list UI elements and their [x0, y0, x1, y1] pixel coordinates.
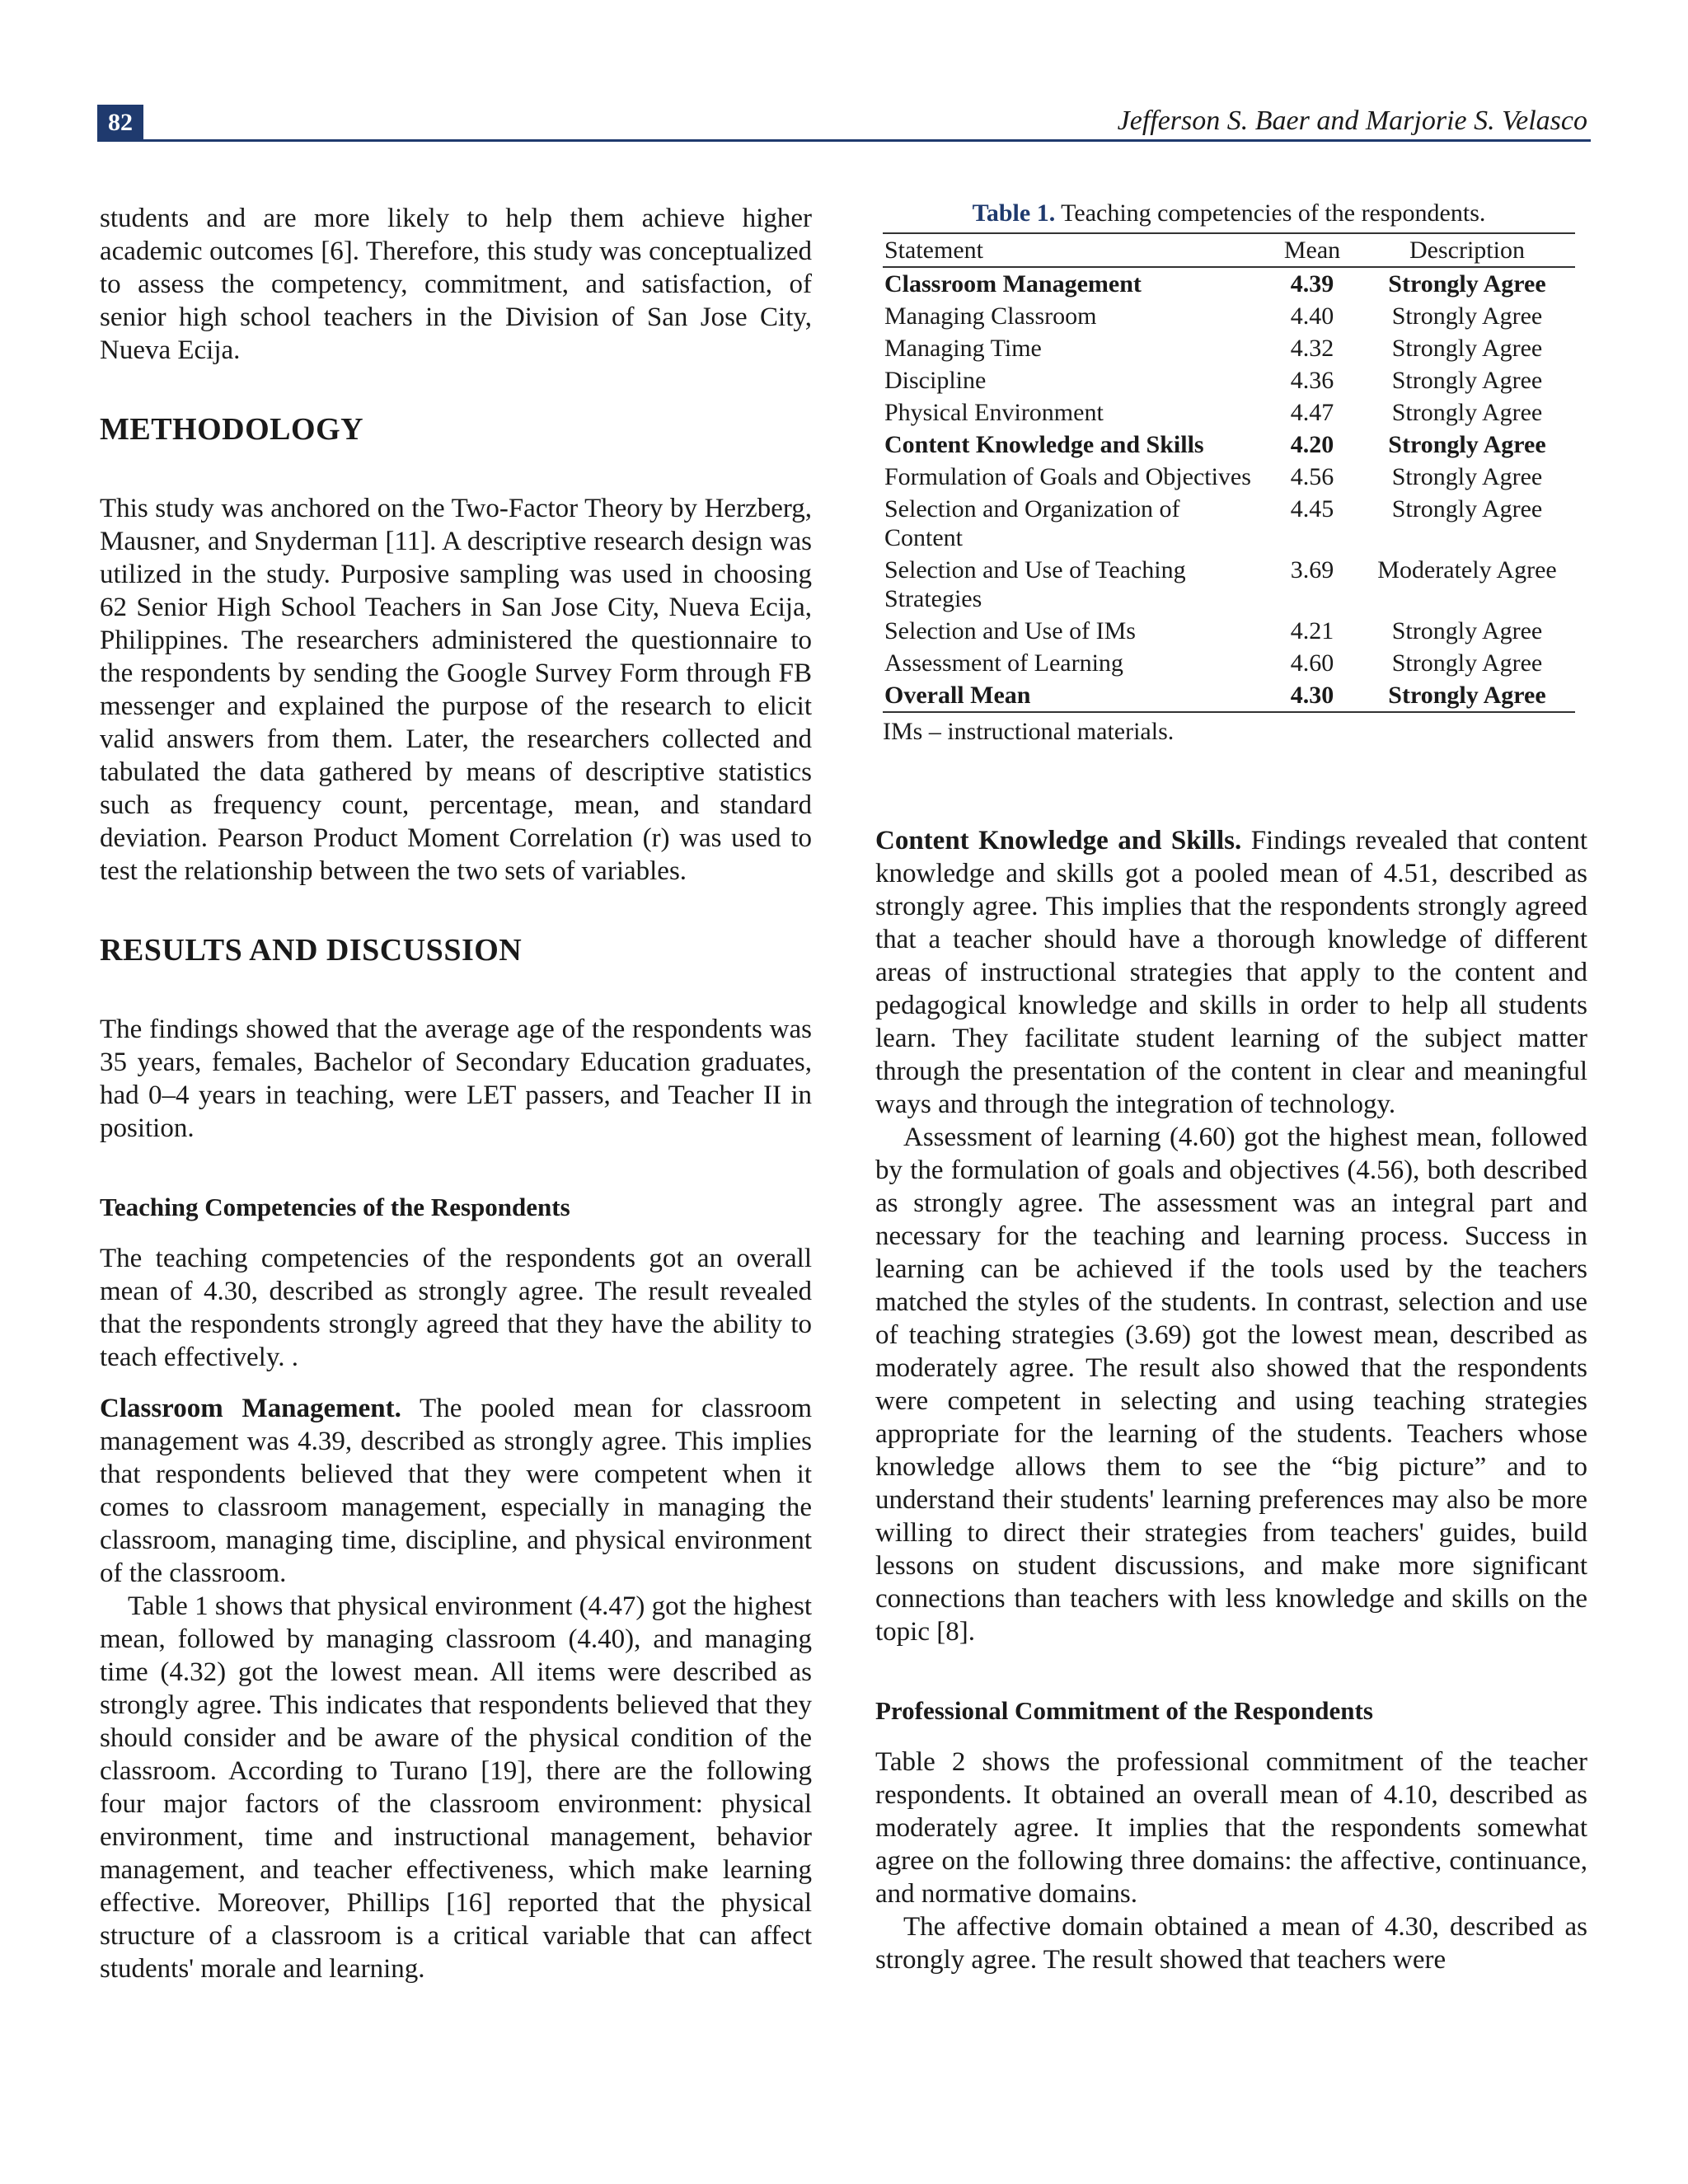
table-header-row	[883, 233, 1575, 267]
table-row	[883, 461, 1575, 493]
cell-mean: 4.30	[1290, 682, 1334, 709]
cell-description: Strongly Agree	[1391, 463, 1543, 490]
cell-description: Strongly Agree	[1391, 495, 1543, 523]
table-row	[883, 647, 1575, 679]
table-row	[883, 679, 1575, 712]
cell-mean: 4.36	[1290, 367, 1334, 394]
running-head-authors: Jefferson S. Baer and Marjorie S. Velasco	[1117, 105, 1587, 136]
classroom-management-paragraph	[100, 1392, 812, 1590]
page-number: 82	[97, 105, 143, 140]
table-1-grid	[883, 232, 1575, 713]
content-knowledge-text: Findings revealed that content knowledge and skills got a pooled mean of 4.51, described as strongly agree. This implies that the respondents strongly agreed that a teacher should have a thorough knowledge of different areas of instructional strategies that apply to the content and pedagogical knowledge and skills in order to help all students learn. They facilitate student learning of the subject matter through the presentation of the content in clear and meaningful ways and through the integration of technology.	[875, 826, 1587, 1119]
cell-statement: Discipline	[884, 367, 987, 394]
table-row	[883, 267, 1575, 300]
cell-statement: Physical Environment	[884, 399, 1104, 426]
cell-description: Strongly Agree	[1388, 270, 1546, 298]
cell-description: Strongly Agree	[1391, 617, 1543, 644]
cell-mean: 4.56	[1290, 463, 1334, 490]
cell-description: Strongly Agree	[1391, 302, 1543, 330]
cell-description: Strongly Agree	[1391, 335, 1543, 362]
cell-statement: Managing Classroom	[884, 302, 1097, 330]
table-row	[883, 300, 1575, 332]
table-row	[883, 364, 1575, 396]
table-1-note: IMs – instructional materials.	[883, 718, 1175, 745]
cell-mean: 4.60	[1290, 649, 1334, 677]
col-header-statement: Statement	[884, 237, 983, 264]
classroom-management-runin: Classroom Management.	[100, 1394, 401, 1423]
cell-statement: Selection and Organization of Content	[884, 495, 1180, 551]
content-knowledge-paragraph	[875, 824, 1587, 1121]
header-rule	[97, 139, 1591, 142]
affective-paragraph: The affective domain obtained a mean of 4.30, described as strongly agree. The result showed that teachers were	[875, 1912, 1587, 1975]
cell-statement: Selection and Use of IMs	[884, 617, 1136, 644]
cell-description: Strongly Agree	[1391, 367, 1543, 394]
table-row	[883, 493, 1575, 554]
cell-statement: Selection and Use of Teaching Strategies	[884, 556, 1186, 612]
cell-statement: Managing Time	[884, 335, 1042, 362]
cell-mean: 3.69	[1290, 556, 1334, 583]
cell-mean: 4.20	[1290, 431, 1334, 458]
col-header-mean: Mean	[1283, 237, 1341, 264]
table-row	[883, 429, 1575, 461]
cell-mean: 4.39	[1290, 270, 1334, 298]
table-row	[883, 615, 1575, 647]
cell-mean: 4.32	[1290, 335, 1334, 362]
cell-mean: 4.45	[1290, 495, 1334, 523]
table-1	[883, 199, 1575, 746]
table-row	[883, 332, 1575, 364]
cell-statement: Content Knowledge and Skills	[884, 431, 1204, 458]
assessment-paragraph: Assessment of learning (4.60) got the highest mean, followed by the formulation of goals and objectives (4.56), both described as strongly agree. The assessment was an integral part and necessary for the teaching and learning process. Success in learning can be achieved if the tools used by the teachers matched the styles of the students. In contrast, selection and use of teaching strategies (3.69) got the lowest mean, described as moderately agree. The result also showed that the respondents were competent in selecting and using teaching strategies appropriate for the learning of the students. Teachers whose knowledge allows them to see the “big picture” and to understand their students' learning preferences may also be more willing to direct their strategies from teachers' guides, build lessons on student discussions, and make more significant connections than teachers with less knowledge and skills on the topic [8].	[875, 1122, 1587, 1647]
cell-mean: 4.47	[1290, 399, 1334, 426]
results-paragraph: The findings showed that the average age of the respondents was 35 years, females, Bachelor of Secondary Education graduates, had 0–4 years in teaching, were LET passers, and Teacher II in position.	[100, 1015, 812, 1143]
cell-description: Strongly Agree	[1391, 649, 1543, 677]
left-column	[100, 202, 812, 1985]
cell-statement: Classroom Management	[884, 270, 1142, 298]
cell-mean: 4.21	[1290, 617, 1334, 644]
table-1-caption	[883, 199, 1575, 227]
teaching-competencies-heading: Teaching Competencies of the Respondents	[100, 1193, 570, 1221]
cell-statement: Formulation of Goals and Objectives	[884, 463, 1251, 490]
cell-description: Moderately Agree	[1377, 556, 1557, 583]
cell-description: Strongly Agree	[1388, 682, 1546, 709]
table1-discussion-paragraph: Table 1 shows that physical environment (4.47) got the highest mean, followed by managing classroom (4.40), and managing time (4.32) got the lowest mean. All items were described as strongly agree. This indicates that respondents believed that they should consider and be aware of the physical condition of the classroom. According to Turano [19], there are the following four major factors of the classroom environment: physical environment, time and instructional management, behavior management, and teacher effectiveness, which make learning effective. Moreover, Phillips [16] reported that the physical structure of a classroom is a critical variable that can affect students' morale and learning.	[100, 1591, 812, 1984]
col-header-description: Description	[1409, 237, 1525, 264]
table-row	[883, 396, 1575, 429]
content-knowledge-runin: Content Knowledge and Skills.	[875, 826, 1242, 855]
professional-commitment-heading: Professional Commitment of the Respondents	[875, 1696, 1373, 1725]
cell-mean: 4.40	[1290, 302, 1334, 330]
classroom-management-text: The pooled mean for classroom management was 4.39, described as strongly agree. This implies that respondents believed that they were competent when it comes to classroom management, especially in managing the classroom, managing time, discipline, and physical environment of the classroom.	[100, 1394, 812, 1588]
intro-paragraph-end: students and are more likely to help them achieve higher academic outcomes [6]. Therefore, this study was conceptualized to assess the competency, commitment, and satisfaction, of senior high school teachers in the Division of San Jose City, Nueva Ecija.	[100, 204, 812, 365]
methodology-heading: METHODOLOGY	[100, 412, 364, 447]
table-row	[883, 554, 1575, 615]
right-column	[875, 824, 1587, 1976]
table-1-caption-text: Teaching competencies of the respondents.	[1055, 199, 1486, 227]
cell-statement: Assessment of Learning	[884, 649, 1123, 677]
methodology-paragraph: This study was anchored on the Two-Factor Theory by Herzberg, Mausner, and Snyderman [11]. A descriptive research design was utilized in the study. Purposive sampling was used in choosing 62 Senior High School Teachers in San Jose City, Nueva Ecija, Philippines. The researchers administered the questionnaire to the respondents by sending the Google Survey Form through FB messenger and explained the purpose of the research to elicit valid answers from them. Later, the researchers collected and tabulated the data gathered by means of descriptive statistics such as frequency count, percentage, mean, and standard deviation. Pearson Product Moment Correlation (r) was used to test the relationship between the two sets of variables.	[100, 494, 812, 886]
table-1-label: Table 1.	[972, 199, 1056, 227]
results-heading: RESULTS AND DISCUSSION	[100, 933, 523, 968]
cell-description: Strongly Agree	[1388, 431, 1546, 458]
teaching-competencies-paragraph: The teaching competencies of the respondents got an overall mean of 4.30, described as strongly agree. The result revealed that the respondents strongly agreed that they have the ability to teach effectively. .	[100, 1244, 812, 1372]
cell-description: Strongly Agree	[1391, 399, 1543, 426]
professional-commitment-paragraph: Table 2 shows the professional commitment of the teacher respondents. It obtained an overall mean of 4.10, described as moderately agree. It implies that the respondents somewhat agree on the following three domains: the affective, continuance, and normative domains.	[875, 1747, 1587, 1909]
cell-statement: Overall Mean	[884, 682, 1031, 709]
